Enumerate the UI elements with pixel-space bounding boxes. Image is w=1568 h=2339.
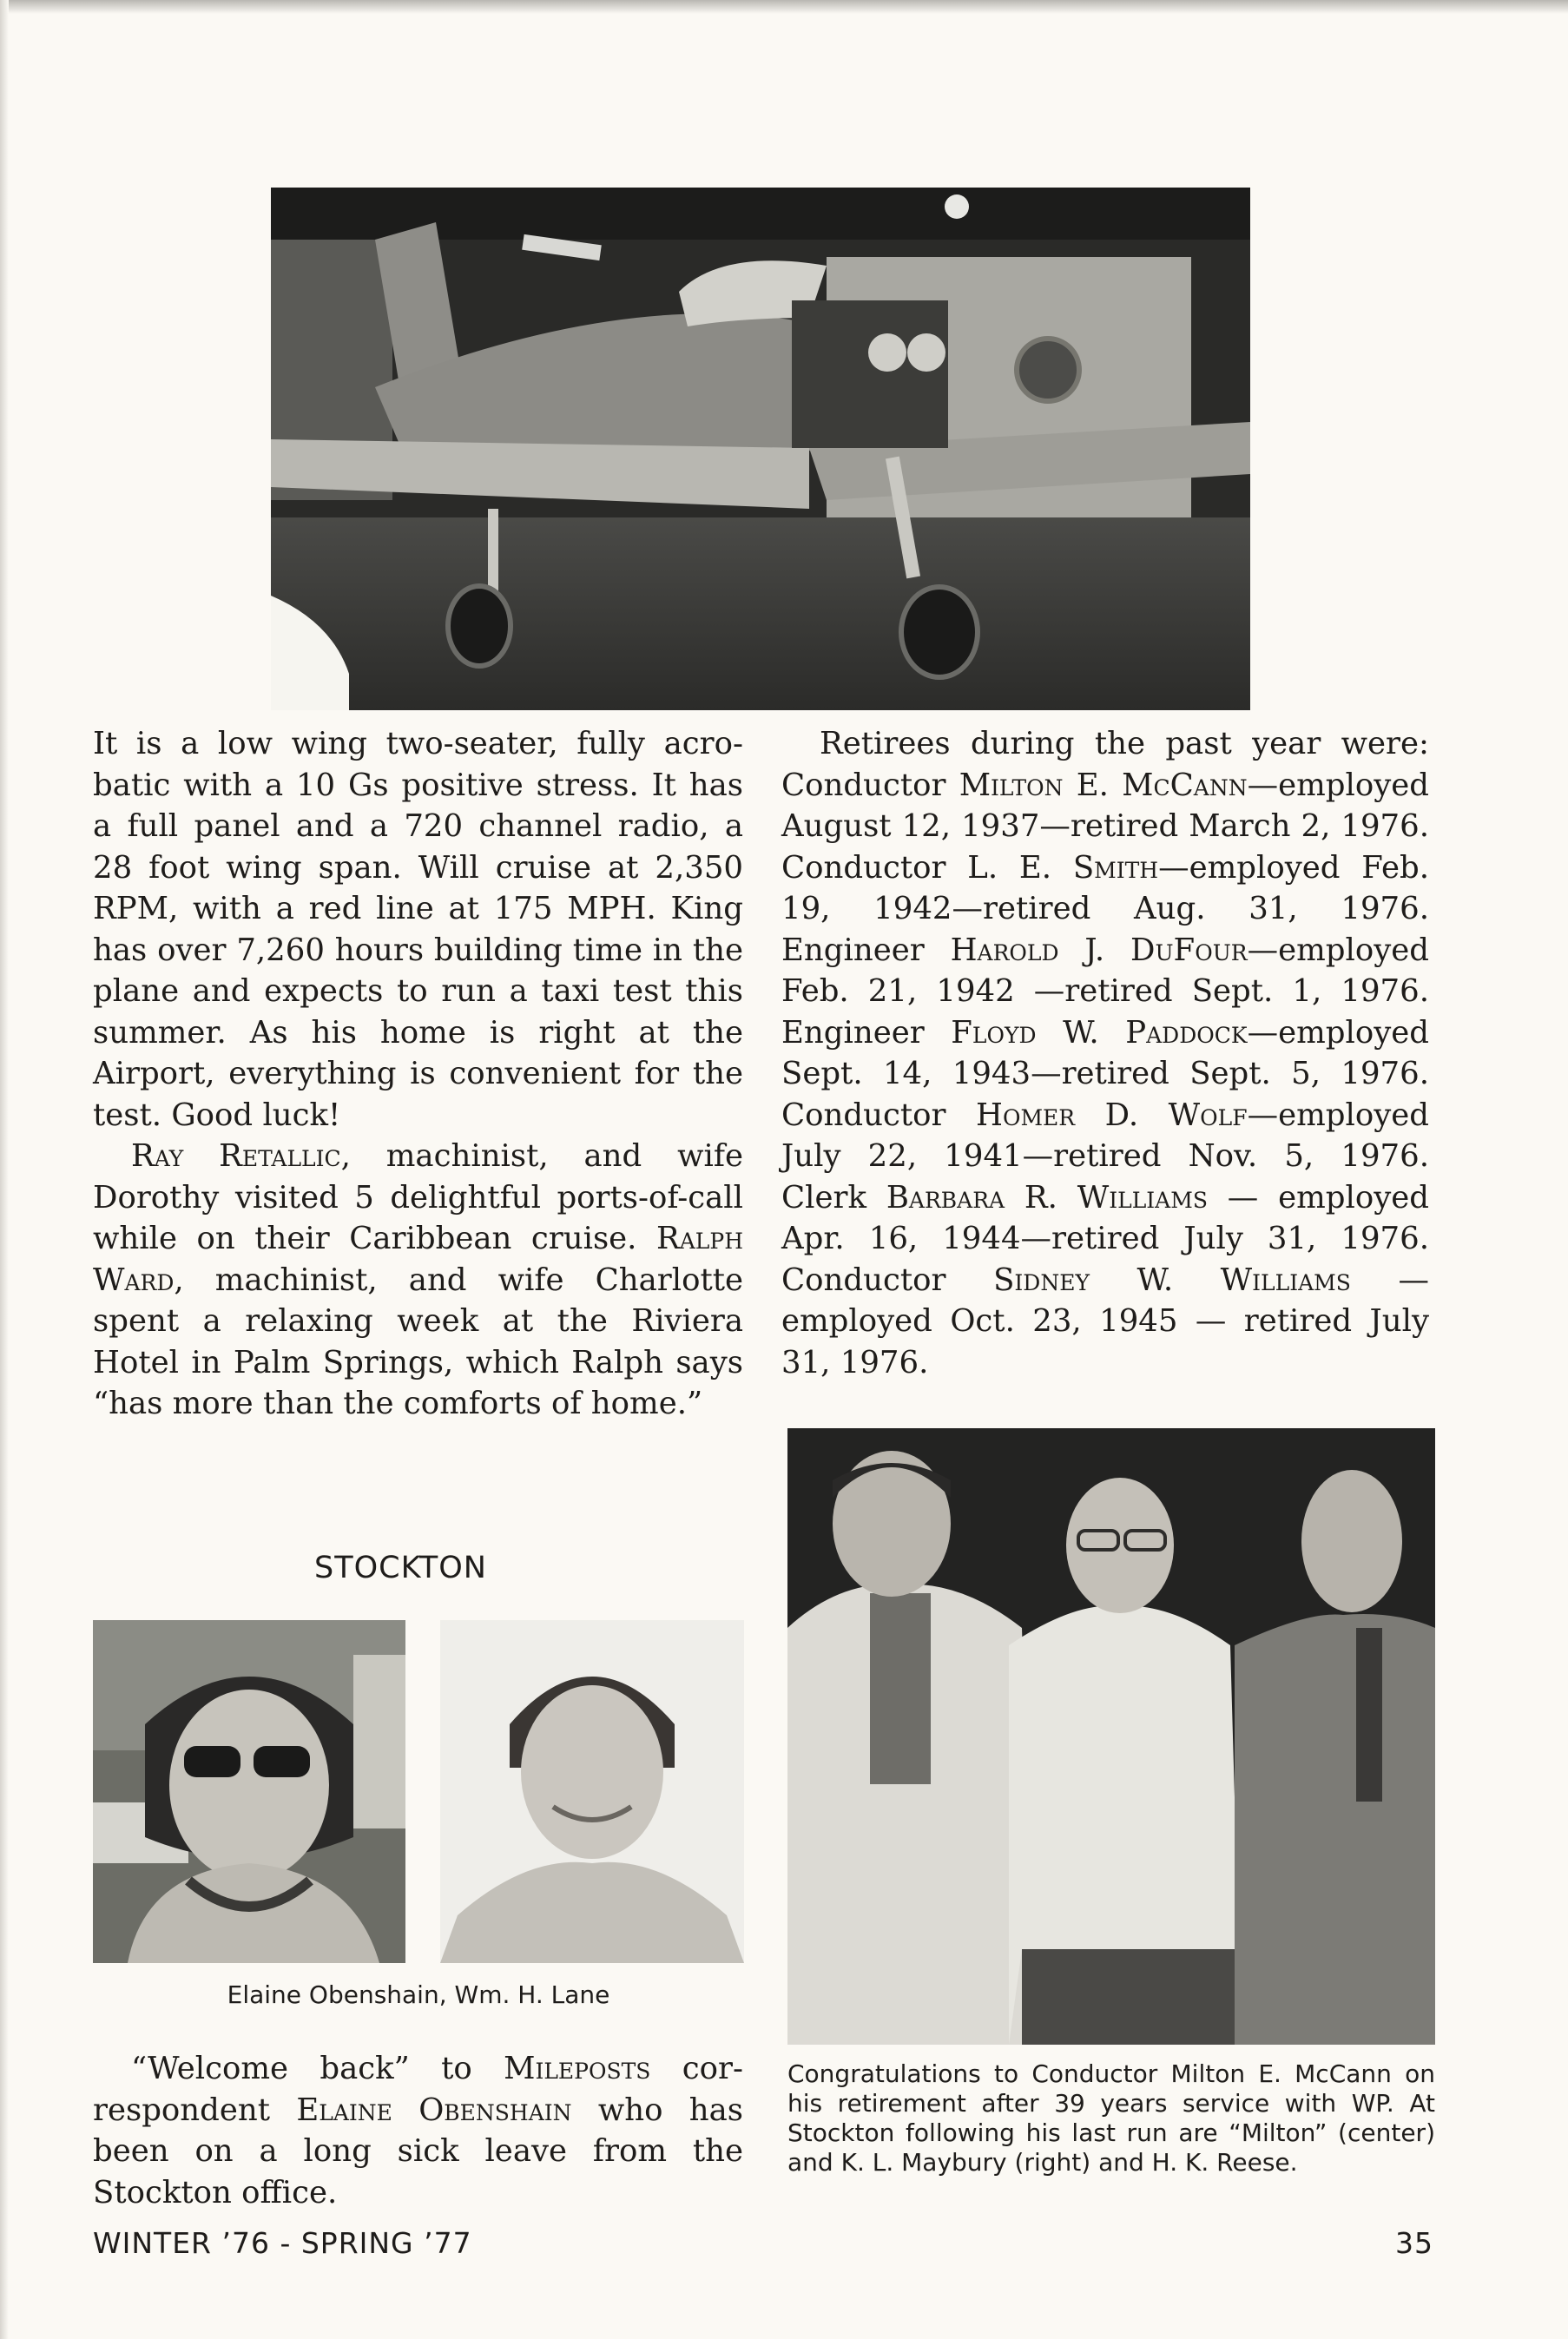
retiree-name: Barbara R. Williams bbox=[886, 1179, 1208, 1216]
paragraph-text: —employed July 22, 1941—retired Nov. 5, 1976. Clerk bbox=[781, 1097, 1429, 1216]
paragraph-text: —employed Feb. 21, 1942 —retired Sept. 1, 1976. Engineer bbox=[781, 932, 1430, 1051]
page-edge-left bbox=[0, 0, 9, 2339]
vacation-paragraph bbox=[93, 1136, 743, 1425]
retiree-name: Homer D. Wolf bbox=[976, 1097, 1248, 1133]
paragraph-text: — employed Apr. 16, 1944—retired July 31, 1976. Conductor bbox=[781, 1179, 1430, 1298]
page-edge bbox=[0, 0, 1568, 14]
retiree-name: Harold J. DuFour bbox=[950, 932, 1248, 968]
person-name: Elaine Obenshain bbox=[296, 2092, 572, 2128]
portrait-elaine-obenshain bbox=[93, 1620, 405, 1963]
paragraph-text: — employed Oct. 23, 1945 — retired July 31, 1976. bbox=[781, 1262, 1429, 1380]
page-number: 35 bbox=[1395, 2226, 1433, 2260]
person-name: Ralph Ward bbox=[93, 1221, 743, 1298]
airplane-photo bbox=[271, 188, 1250, 710]
paragraph-text: Retirees during the past year were: Conductor bbox=[781, 726, 1429, 803]
paragraph-text: , machinist, and wife Charlotte spent a relaxing week at the Riviera Hotel in Palm Springs, which Ralph says “has more than the comforts of home.” bbox=[93, 1262, 743, 1421]
airplane-paragraph: It is a low wing two-seater, fully acrobatic with a 10 Gs positive stress. It has a full panel and a 720 channel radio, a 28 foot wing span. Will cruise at 2,350 RPM, with a red line at 175 MPH. King has over 7,260 hours building time in the plane and expects to run a taxi test this summer. As his home is right at the Airport, everything is convenient for the test. Good luck! bbox=[93, 726, 743, 1133]
retirees-paragraph bbox=[781, 723, 1429, 1383]
portraits-caption: Elaine Obenshain, Wm. H. Lane bbox=[227, 1980, 610, 2009]
paragraph-text: correspondent bbox=[93, 2051, 743, 2128]
retiree-name: Floyd W. Paddock bbox=[951, 1014, 1248, 1051]
issue-footer: WINTER ’76 - SPRING ’77 bbox=[93, 2226, 472, 2260]
publication-name: Mileposts bbox=[504, 2051, 651, 2086]
paragraph-text: —employed August 12, 1937—retired March 2, 1976. Conductor bbox=[781, 767, 1429, 886]
welcome-back-paragraph bbox=[93, 2048, 743, 2213]
paragraph-text: “Welcome back” to bbox=[131, 2051, 504, 2086]
retiree-name: Sidney W. Williams bbox=[993, 1262, 1351, 1298]
section-heading-stockton: STOCKTON bbox=[314, 1551, 487, 1585]
paragraph-text: —employed Sept. 14, 1943—retired Sept. 5, 1976. Conductor bbox=[781, 1014, 1429, 1133]
portrait-wm-h-lane bbox=[440, 1620, 744, 1963]
person-name: Ray Retallic bbox=[131, 1138, 341, 1174]
group-photo-caption: Congratulations to Conductor Milton E. McCann on his retirement after 39 years service with WP. At Stockton following his last run are “Milton” (center) and K. L. Maybury (right) and H. K. Reese. bbox=[787, 2059, 1435, 2177]
paragraph-text: —employed Feb. 19, 1942—retired Aug. 31, 1976. Engineer bbox=[781, 849, 1429, 968]
paragraph-text: , machinist, and wife Dorothy visited 5 delightful ports-of-call while on their Caribbean cruise. bbox=[93, 1138, 743, 1256]
retirement-group-photo bbox=[787, 1428, 1435, 2045]
paragraph-text: who has been on a long sick leave from the Stockton office. bbox=[93, 2092, 743, 2211]
retiree-name: Milton E. McCann bbox=[959, 767, 1248, 803]
left-column-text bbox=[93, 723, 743, 1425]
retiree-name: L. E. Smith bbox=[967, 849, 1159, 886]
